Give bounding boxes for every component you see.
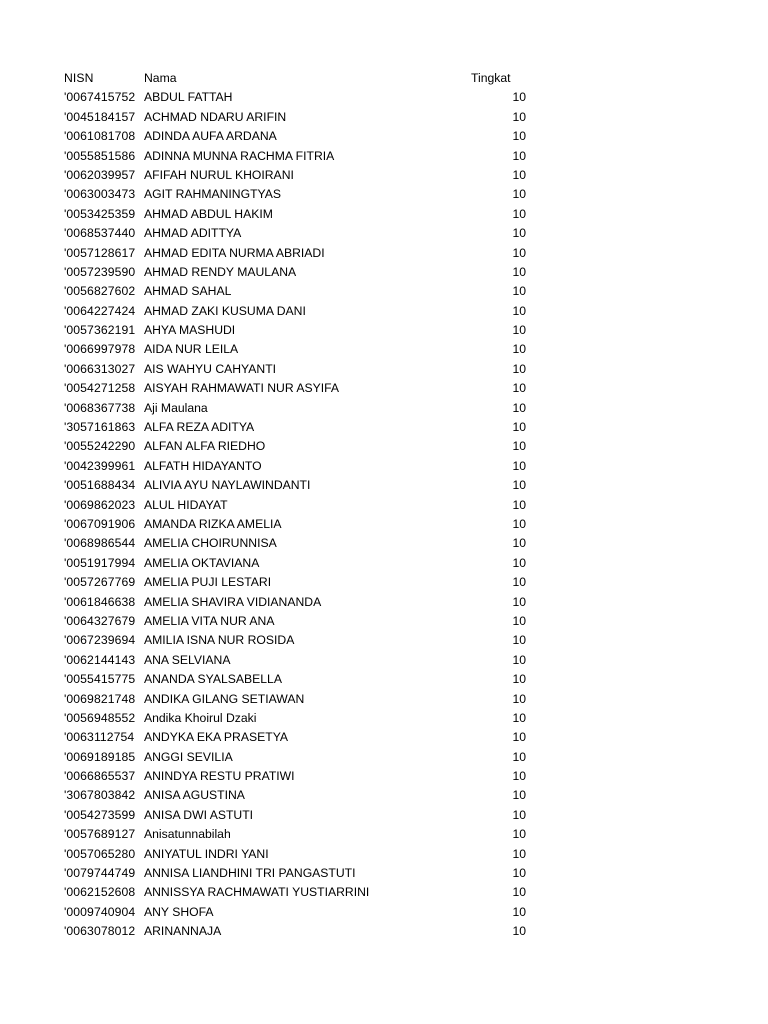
table-row — [64, 418, 544, 437]
table-row — [64, 845, 544, 864]
cell-nisn: '0069189185 — [64, 749, 136, 764]
cell-nisn: '0068537440 — [64, 226, 136, 241]
table-row — [64, 496, 544, 515]
cell-nama: AGIT RAHMANINGTYAS — [144, 187, 282, 202]
table-row — [64, 631, 544, 650]
cell-tingkat: 10 — [512, 769, 526, 784]
header-nama: Nama — [144, 71, 177, 85]
cell-nisn: '0069862023 — [64, 497, 136, 512]
cell-nama: Andika Khoirul Dzaki — [144, 710, 257, 725]
table-row — [64, 457, 544, 476]
cell-nisn: '0068367738 — [64, 400, 136, 415]
cell-nama: AMELIA VITA NUR ANA — [144, 613, 275, 628]
table-row — [64, 108, 544, 127]
cell-nama: ANISA DWI ASTUTI — [144, 807, 254, 822]
cell-nama: ANNISSYA RACHMAWATI YUSTIARRINI — [144, 885, 370, 900]
cell-nisn: '0055242290 — [64, 439, 136, 454]
cell-nisn: '3067803842 — [64, 788, 136, 803]
cell-tingkat: 10 — [512, 613, 526, 628]
cell-tingkat: 10 — [512, 846, 526, 861]
cell-nisn: '0054273599 — [64, 807, 136, 822]
table-row — [64, 534, 544, 553]
cell-tingkat: 10 — [512, 904, 526, 919]
cell-tingkat: 10 — [512, 109, 526, 124]
cell-nama: AHMAD RENDY MAULANA — [144, 264, 297, 279]
table-row — [64, 864, 544, 883]
cell-nama: AMELIA PUJI LESTARI — [144, 575, 272, 590]
student-table — [64, 69, 544, 942]
cell-nisn: '0062039957 — [64, 167, 136, 182]
cell-nama: AHMAD EDITA NURMA ABRIADI — [144, 245, 325, 260]
cell-nama: Aji Maulana — [144, 400, 208, 415]
cell-nama: ALFA REZA ADITYA — [144, 420, 255, 435]
cell-nisn: '0045184157 — [64, 109, 136, 124]
cell-nisn: '0064327679 — [64, 613, 136, 628]
cell-tingkat: 10 — [512, 478, 526, 493]
cell-nisn: '0066865537 — [64, 769, 136, 784]
table-row — [64, 883, 544, 902]
cell-nama: AMELIA CHOIRUNNISA — [144, 536, 277, 551]
cell-tingkat: 10 — [512, 361, 526, 376]
table-row — [64, 806, 544, 825]
cell-nama: ALIVIA AYU NAYLAWINDANTI — [144, 478, 311, 493]
table-row — [64, 147, 544, 166]
cell-tingkat: 10 — [512, 342, 526, 357]
table-row — [64, 263, 544, 282]
cell-nama: AMELIA SHAVIRA VIDIANANDA — [144, 594, 322, 609]
cell-nisn: '0057065280 — [64, 846, 136, 861]
cell-nisn: '0053425359 — [64, 206, 136, 221]
cell-nisn: '0051688434 — [64, 478, 136, 493]
cell-tingkat: 10 — [512, 187, 526, 202]
cell-tingkat: 10 — [512, 458, 526, 473]
cell-tingkat: 10 — [512, 323, 526, 338]
cell-nisn: '0057239590 — [64, 264, 136, 279]
cell-tingkat: 10 — [512, 497, 526, 512]
cell-tingkat: 10 — [512, 594, 526, 609]
cell-tingkat: 10 — [512, 400, 526, 415]
cell-nama: ALUL HIDAYAT — [144, 497, 228, 512]
cell-nama: ANDIKA GILANG SETIAWAN — [144, 691, 305, 706]
table-row — [64, 515, 544, 534]
table-row — [64, 554, 544, 573]
cell-nama: ALFATH HIDAYANTO — [144, 458, 262, 473]
cell-nama: AMANDA RIZKA AMELIA — [144, 516, 282, 531]
cell-tingkat: 10 — [512, 866, 526, 881]
cell-nama: AMILIA ISNA NUR ROSIDA — [144, 633, 295, 648]
cell-nisn: '0068986544 — [64, 536, 136, 551]
table-row — [64, 476, 544, 495]
cell-nisn: '0057267769 — [64, 575, 136, 590]
cell-nisn: '0067239694 — [64, 633, 136, 648]
cell-tingkat: 10 — [512, 672, 526, 687]
cell-nama: ANANDA SYALSABELLA — [144, 672, 282, 687]
cell-tingkat: 10 — [512, 245, 526, 260]
table-row — [64, 437, 544, 456]
cell-nama: AHMAD ABDUL HAKIM — [144, 206, 273, 221]
table-row — [64, 748, 544, 767]
cell-tingkat: 10 — [512, 691, 526, 706]
cell-tingkat: 10 — [512, 633, 526, 648]
cell-nama: ABDUL FATTAH — [144, 90, 233, 105]
cell-tingkat: 10 — [512, 788, 526, 803]
cell-nisn: '0069821748 — [64, 691, 136, 706]
table-row — [64, 185, 544, 204]
cell-nisn: '0066997978 — [64, 342, 136, 357]
cell-nisn: '0056827602 — [64, 284, 136, 299]
table-header-row — [64, 69, 544, 88]
table-row — [64, 690, 544, 709]
table-row — [64, 593, 544, 612]
table-row — [64, 786, 544, 805]
cell-tingkat: 10 — [512, 924, 526, 939]
cell-nisn: '0061081708 — [64, 129, 136, 144]
table-row — [64, 670, 544, 689]
cell-tingkat: 10 — [512, 885, 526, 900]
cell-nama: Anisatunnabilah — [144, 827, 231, 842]
cell-tingkat: 10 — [512, 206, 526, 221]
table-row — [64, 379, 544, 398]
cell-nisn: '0051917994 — [64, 555, 136, 570]
cell-nisn: '0009740904 — [64, 904, 136, 919]
table-body — [64, 88, 544, 941]
cell-nama: ANISA AGUSTINA — [144, 788, 245, 803]
cell-nama: AMELIA OKTAVIANA — [144, 555, 260, 570]
cell-nisn: '0055415775 — [64, 672, 136, 687]
cell-nama: ADINNA MUNNA RACHMA FITRIA — [144, 148, 335, 163]
table-row — [64, 922, 544, 941]
cell-tingkat: 10 — [512, 226, 526, 241]
cell-tingkat: 10 — [512, 90, 526, 105]
table-row — [64, 573, 544, 592]
cell-nama: ANGGI SEVILIA — [144, 749, 233, 764]
table-row — [64, 244, 544, 263]
cell-nisn: '0079744749 — [64, 866, 136, 881]
cell-nisn: '0057689127 — [64, 827, 136, 842]
cell-nisn: '0067415752 — [64, 90, 136, 105]
header-nisn: NISN — [64, 71, 94, 85]
cell-nama: ADINDA AUFA ARDANA — [144, 129, 277, 144]
table-row — [64, 205, 544, 224]
cell-tingkat: 10 — [512, 652, 526, 667]
table-row — [64, 224, 544, 243]
cell-tingkat: 10 — [512, 749, 526, 764]
cell-tingkat: 10 — [512, 516, 526, 531]
cell-nisn: '0042399961 — [64, 458, 136, 473]
cell-nisn: '0067091906 — [64, 516, 136, 531]
table-row — [64, 612, 544, 631]
table-row — [64, 399, 544, 418]
cell-nama: AIS WAHYU CAHYANTI — [144, 361, 277, 376]
cell-nisn: '0057128617 — [64, 245, 136, 260]
table-row — [64, 166, 544, 185]
cell-nama: ARINANNAJA — [144, 924, 222, 939]
cell-nisn: '3057161863 — [64, 420, 136, 435]
table-row — [64, 340, 544, 359]
cell-tingkat: 10 — [512, 536, 526, 551]
table-row — [64, 709, 544, 728]
table-row — [64, 767, 544, 786]
cell-tingkat: 10 — [512, 284, 526, 299]
cell-nisn: '0061846638 — [64, 594, 136, 609]
cell-nisn: '0057362191 — [64, 323, 136, 338]
cell-nisn: '0063078012 — [64, 924, 136, 939]
cell-tingkat: 10 — [512, 807, 526, 822]
cell-nama: AISYAH RAHMAWATI NUR ASYIFA — [144, 381, 340, 396]
cell-nama: ANA SELVIANA — [144, 652, 231, 667]
table-row — [64, 127, 544, 146]
cell-tingkat: 10 — [512, 129, 526, 144]
cell-nama: AIDA NUR LEILA — [144, 342, 239, 357]
table-row — [64, 321, 544, 340]
cell-tingkat: 10 — [512, 827, 526, 842]
cell-nama: ALFAN ALFA RIEDHO — [144, 439, 266, 454]
cell-nisn: '0056948552 — [64, 710, 136, 725]
cell-nama: ACHMAD NDARU ARIFIN — [144, 109, 287, 124]
cell-tingkat: 10 — [512, 555, 526, 570]
cell-tingkat: 10 — [512, 439, 526, 454]
table-row — [64, 651, 544, 670]
header-tingkat: Tingkat — [471, 71, 511, 85]
cell-nisn: '0054271258 — [64, 381, 136, 396]
cell-nama: ANNISA LIANDHINI TRI PANGASTUTI — [144, 866, 356, 881]
table-row — [64, 302, 544, 321]
table-row — [64, 88, 544, 107]
cell-nisn: '0066313027 — [64, 361, 136, 376]
cell-tingkat: 10 — [512, 710, 526, 725]
cell-nama: AHYA MASHUDI — [144, 323, 236, 338]
table-row — [64, 903, 544, 922]
cell-nama: AFIFAH NURUL KHOIRANI — [144, 167, 294, 182]
cell-nisn: '0064227424 — [64, 303, 136, 318]
cell-tingkat: 10 — [512, 420, 526, 435]
cell-tingkat: 10 — [512, 148, 526, 163]
cell-tingkat: 10 — [512, 381, 526, 396]
cell-nisn: '0063003473 — [64, 187, 136, 202]
table-row — [64, 282, 544, 301]
cell-nama: ANIYATUL INDRI YANI — [144, 846, 269, 861]
cell-tingkat: 10 — [512, 303, 526, 318]
cell-tingkat: 10 — [512, 575, 526, 590]
cell-nisn: '0055851586 — [64, 148, 136, 163]
table-row — [64, 360, 544, 379]
cell-nama: ANINDYA RESTU PRATIWI — [144, 769, 295, 784]
cell-tingkat: 10 — [512, 730, 526, 745]
cell-nama: AHMAD SAHAL — [144, 284, 232, 299]
cell-nama: AHMAD ADITTYA — [144, 226, 242, 241]
cell-tingkat: 10 — [512, 167, 526, 182]
cell-nisn: '0062152608 — [64, 885, 136, 900]
cell-nama: AHMAD ZAKI KUSUMA DANI — [144, 303, 306, 318]
cell-nama: ANDYKA EKA PRASETYA — [144, 730, 289, 745]
cell-tingkat: 10 — [512, 264, 526, 279]
cell-nisn: '0062144143 — [64, 652, 136, 667]
cell-nisn: '0063112754 — [64, 730, 135, 745]
table-row — [64, 728, 544, 747]
table-row — [64, 825, 544, 844]
cell-nama: ANY SHOFA — [144, 904, 214, 919]
